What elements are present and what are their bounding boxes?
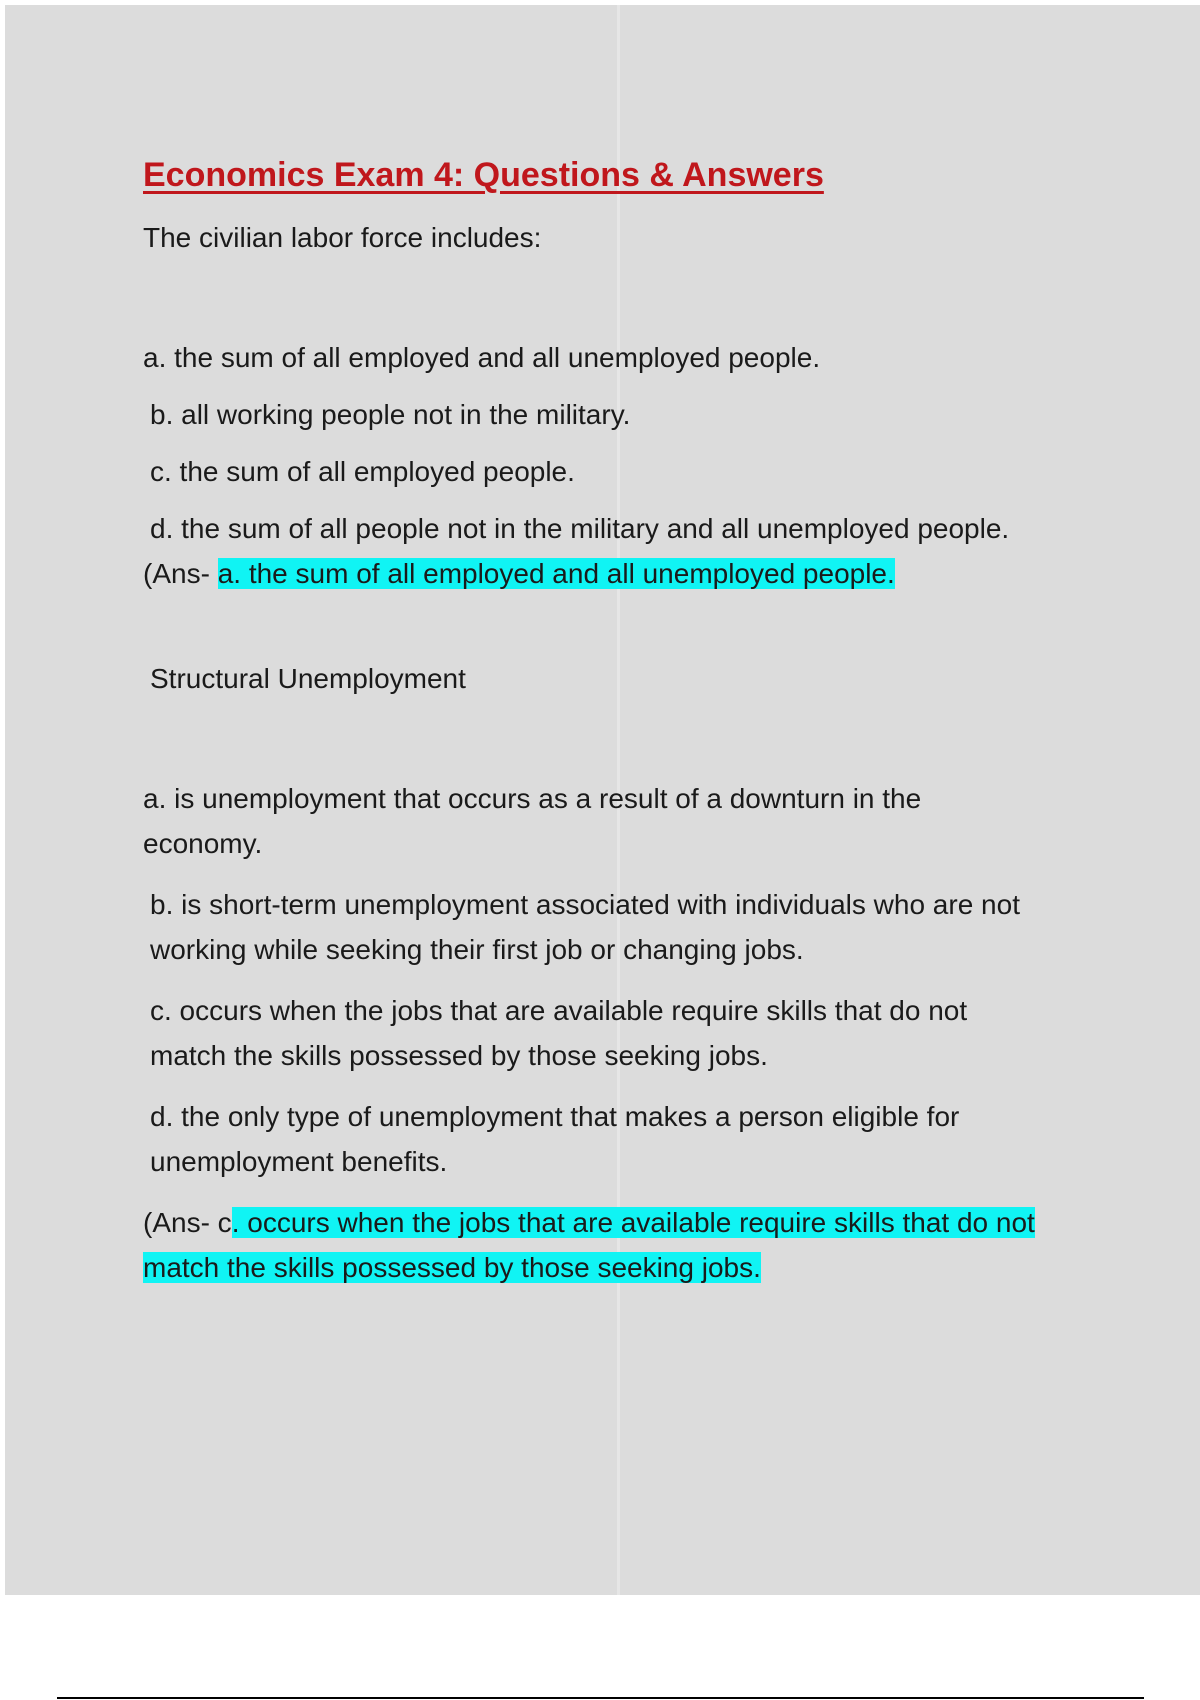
question-2-option-b: b. is short-term unemployment associated with individuals who are not working while seeking their first job or changing jobs.	[150, 889, 1020, 965]
question-2-answer	[143, 1200, 1093, 1290]
question-1-option-a: a. the sum of all employed and all unemployed people.	[143, 342, 821, 373]
question-2-prompt: Structural Unemployment	[150, 663, 466, 694]
question-2-option-a: a. is unemployment that occurs as a result of a downturn in the economy.	[143, 783, 922, 859]
question-1-option-d: d. the sum of all people not in the military and all unemployed people.	[150, 513, 1010, 544]
answer-highlight: a. the sum of all employed and all unemployed people.	[217, 558, 895, 589]
question-1-answer	[143, 551, 1093, 596]
document-content	[143, 145, 1093, 1306]
question-2-option-d: d. the only type of unemployment that makes a person eligible for unemployment benefits.	[150, 1101, 960, 1177]
question-2-option-c: c. occurs when the jobs that are available require skills that do not match the skills possessed by those seeking jobs.	[150, 995, 968, 1071]
question-1	[143, 215, 1093, 596]
question-1-prompt: The civilian labor force includes:	[143, 222, 542, 253]
bottom-rule	[57, 1697, 1144, 1699]
document-title: Economics Exam 4: Questions & Answers	[143, 156, 824, 194]
answer-highlight: . occurs when the jobs that are available require skills that do not match the skills possessed by those seeking jobs.	[143, 1207, 1035, 1283]
question-1-option-c: c. the sum of all employed people.	[150, 456, 575, 487]
question-1-option-b: b. all working people not in the military.	[150, 399, 631, 430]
answer-prefix: (Ans- c	[143, 1207, 232, 1238]
answer-prefix: (Ans-	[143, 558, 218, 589]
question-2	[143, 656, 1093, 1290]
